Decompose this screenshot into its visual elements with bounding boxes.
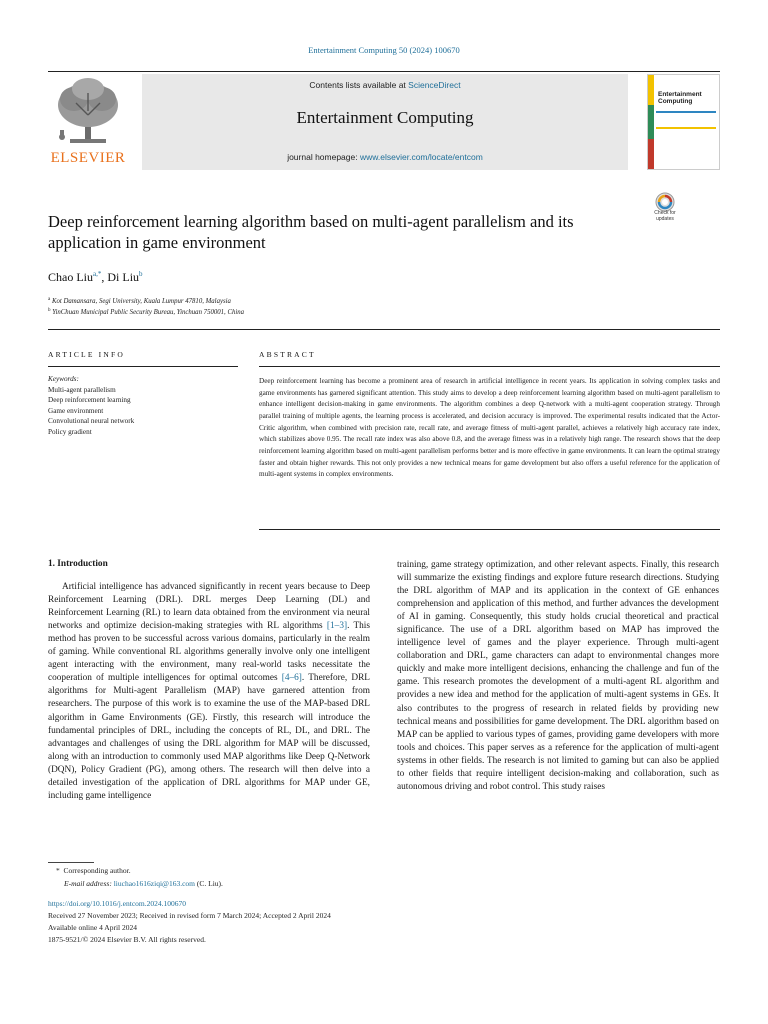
section-heading: 1. Introduction [48,559,108,569]
abstract-bottom-rule [259,529,720,530]
author-line: Chao Liu$^{a,*}$, Di Liu$^b$ [48,270,143,284]
keyword: Policy gradient [48,427,92,436]
available-online: Available online 4 April 2024 [48,923,138,932]
keyword: Multi-agent parallelism [48,385,116,394]
sciencedirect-link[interactable]: ScienceDirect [408,80,461,90]
citation-link[interactable]: [4–6] [281,673,302,684]
footnote-rule [48,862,94,863]
journal-homepage-link[interactable]: www.elsevier.com/locate/entcom [359,152,483,162]
body-paragraph: training, game strategy optimization, and other relevant aspects. Finally, this research will summarize the existing findings and explore future research directions. Studying the DRL algorithm of MAP and its application in the context of GE enhances comprehension and application of this method, and further advances the development of AI in gaming. Consequently, this study holds crucial theoretical and practical significance. The use of a DRL algorithm based on MAP has improved the intelligence level of games and the player experience. Through multi-agent collaboration and DRL, game characters can adapt to environmental changes more quickly and make more intelligent decisions, enhancing the challenge and fun of the game. This research promotes the development of a multi-agent RL algorithm and provides a new idea and method for the application of multi-agent systems in GEs. It also contributes to the progress of research in related fields by providing new technical means and possibilities for game development. The DRL algorithm based on MAP can be applied to various types of games, providing game developers with more tools and choices. This paper serves as a reference for the application of multi-agent systems in other fields. The research is not limited to gaming but can also be applied to other fields that require intelligent decision-making and collaboration, such as autonomous driving and robot control. This study raises [397,560,719,792]
body-column-left [48,558,370,803]
journal-reference[interactable]: Entertainment Computing 50 (2024) 100670 [308,45,460,55]
article-info-rule [48,366,238,367]
author-name[interactable]: Chao Liu [48,270,93,284]
copyright-line: 1875-9521/© 2024 Elsevier B.V. All rights reserved. [48,935,206,944]
cover-title: Entertainment Computing [658,91,702,105]
journal-cover-thumbnail[interactable] [647,74,720,170]
doi-line [48,899,186,908]
article-info-heading: ARTICLE INFO [48,350,125,359]
author-affiliation-mark[interactable]: b [139,270,143,278]
elsevier-wordmark: ELSEVIER [50,150,126,166]
affiliation-a: $^a$ Kot Damansara, Segi University, Kuala Lumpur 47810, Malaysia [48,297,231,305]
citation-link[interactable]: [1–3] [326,621,348,632]
email-link[interactable]: liuchao1616ziqi@163.com [113,879,195,888]
abstract-text: Deep reinforcement learning has become a prominent area of research in artificial intelligence in recent years. Its application in solving complex tasks and game environments has garnered significant attention. This study aims to develop a deep reinforcement learning algorithm based on multi-agent parallelism to enhance intelligent decision-making in game environments. The algorithm combines a deep Q-network with a multi-agent cooperation strategy. Through parallel training of multiple agents, the learning process is accelerated, and decision accuracy is improved. The experimental results indicated that the Actor-Critic algorithm, when combined with precision rate, recall rate, and average fitness of multi-agent parallel, achieves a relatively high accuracy rate index, which stabilizes above 0.95. The recall rate index was also above 0.8, and the average fitness was in a relatively high range. The research shows that the deep reinforcement learning algorithm based on multi-agent parallelism performs better and is more effective in game environments. It can learn the optimal strategy faster and obtain higher rewards. This not only provides a new technical means for game development but also offers a useful reference for the application of multi-agent systems in complex environments. [259,377,720,479]
article-title: Deep reinforcement learning algorithm based on multi-agent parallelism and its application in game environment [48,212,574,252]
journal-banner [142,74,628,170]
doi-link[interactable]: https://doi.org/10.1016/j.entcom.2024.100670 [48,899,186,908]
keyword: Convolutional neural network [48,417,135,425]
body-paragraph: Artificial intelligence has advanced significantly in recent years because to Deep Reinforcement Learning (DRL). DRL merges Deep Learning (DL) and Reinforcement Learning (RL) to learn data obtained from the environment via neural networks and optimize decision-making strategies with RL algorithms [1–3]. This method has proven to be successful across various domains, particularly in the realm of gaming. While conventional RL algorithms generally involve only one intelligent agent interacting with the environment, many real-world tasks necessitate the cooperation of multiple intelligences for optimal outcomes [4–6]. Therefore, DRL algorithms for Multi-agent Parallelism (MAP) have garnered attention from researchers. The purpose of this work is to examine the use of the MAP-based DRL algorithm in Game Environments (GE). Firstly, this research will introduce the fundamental principles of DRL, including the concepts of RL, DL, and DRL. The advantages and challenges of using the DRL algorithm for MAP will be discussed, along with an introduction to commonly used MAP algorithms like Deep Q-Network (DQN), Policy Gradient (PG), among others. The research will then delve into a detailed investigation of the application of DRL algorithms for MAP under GE, including game intelligence [48,582,370,801]
body-column-right [397,559,719,794]
keyword: Game environment [48,406,104,415]
section-rule [48,329,720,330]
cover-stripe [648,105,654,139]
check-for-updates-label: Check for updates [654,210,676,222]
email-note: E-mail address: liuchao1616ziqi@163.com (C. Liu). [64,879,223,888]
received-dates: Received 27 November 2023; Received in revised form 7 March 2024; Accepted 2 April 2024 [48,911,331,920]
cover-line [656,111,716,113]
cover-stripe [648,75,654,105]
keywords-box [48,374,238,437]
abstract-heading: ABSTRACT [259,350,316,359]
homepage-line: journal homepage: www.elsevier.com/locate/entcom [287,152,483,162]
cover-line [656,127,716,129]
header-rule [48,71,720,72]
contents-line: Contents lists available at ScienceDirect [309,80,461,90]
corresponding-author-note: * Corresponding author. [56,866,131,875]
keywords-label: Keywords: [48,375,79,383]
abstract-rule [259,366,720,367]
journal-title: Entertainment Computing [296,108,474,127]
affiliation-b: $^b$ YinChuan Municipal Public Security Bureau, Yinchuan 750001, China [48,308,245,316]
author-name[interactable]: Di Liu [107,270,140,284]
author-affiliation-mark[interactable]: a,* [93,270,102,278]
keyword: Deep reinforcement learning [48,396,131,404]
cover-stripe [648,139,654,170]
